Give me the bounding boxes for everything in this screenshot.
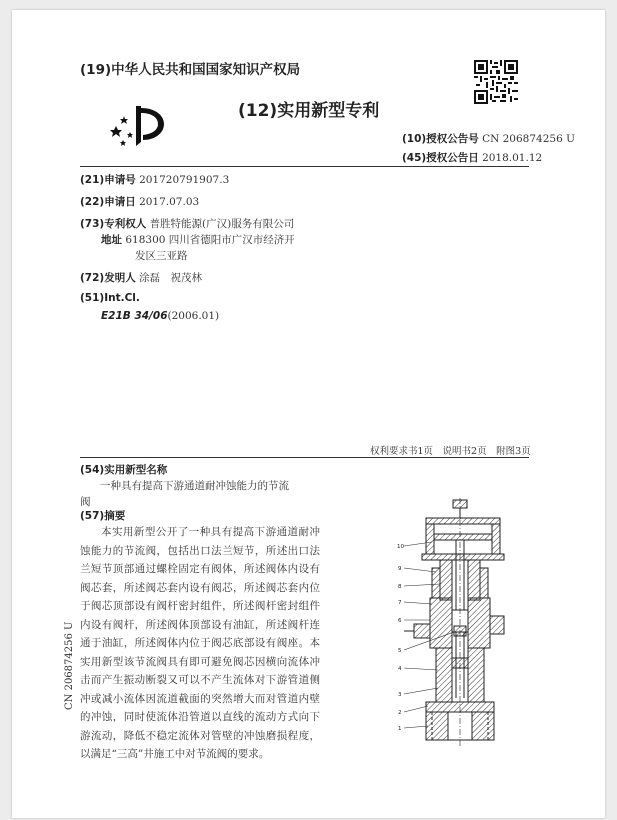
intcl-row (101, 310, 219, 322)
intcl-label: (51)Int.Cl. (80, 292, 140, 304)
valve-drawing (396, 498, 546, 746)
cnipa-logo-icon (110, 102, 166, 148)
application-date-row (80, 194, 199, 209)
patentee-label: (73)专利权人 (80, 218, 147, 230)
application-number: 201720791907.3 (139, 174, 230, 186)
callout-label: 7 (398, 600, 402, 606)
application-date-label: (22)申请日 (80, 196, 136, 208)
publication-number-row (402, 131, 575, 146)
callout-label: 9 (398, 566, 402, 572)
section-divider (80, 457, 529, 458)
abstract-label: (57)摘要 (80, 510, 126, 522)
callout-label: 4 (398, 666, 402, 672)
utility-model-title-line-1: 一种具有提高下游通道耐冲蚀能力的节流 (100, 480, 289, 492)
abstract-body (80, 523, 320, 764)
callout-label: 2 (398, 710, 402, 716)
side-publication-number: CN 206874256 U (64, 621, 75, 710)
callout-label: 6 (398, 618, 402, 624)
intcl-year: (2006.01) (167, 310, 220, 322)
abstract-text: 本实用新型公开了一种具有提高下游通道耐冲蚀能力的节流阀，包括出口法兰短节，所述出口法兰短节顶部通过螺栓固定有阀体，所述阀体内设有阀芯套，所述阀芯套内设有阀芯，所述阀芯套内位于阀芯顶部设有阀杆密封组件，所述阀杆密封组件内设有阀杆，所述阀体顶部设有油缸，所述阀杆连通于油缸，所述阀体内位于阀芯底部设有阀座。本实用新型该节流阀具有即可避免阀芯因横向流体冲击而产生振动断裂又可以不产生流体对下游管道侧冲或减小流体因流道截面的突然增大而对管道内壁的冲蚀，同时使流体沿管道以直线的流动方式向下游流动，降低不稳定流体对管壁的冲蚀磨损程度，以满足“三高”井施工中对节流阀的要求。 (80, 526, 320, 760)
callout-label: 5 (398, 648, 402, 654)
authority-title: (19)中华人民共和国国家知识产权局 (80, 62, 301, 78)
application-number-row (80, 172, 229, 187)
qr-code-icon (474, 60, 518, 104)
utility-model-title-line-2: 阀 (80, 496, 91, 508)
address-line-2: 发区三亚路 (135, 250, 188, 262)
inventor-label: (72)发明人 (80, 272, 136, 284)
application-date: 2017.07.03 (139, 196, 200, 208)
document-type: (12)实用新型专利 (238, 101, 380, 121)
publication-date-row (402, 150, 542, 165)
publication-date: 2018.01.12 (482, 152, 543, 164)
header-divider (80, 166, 529, 167)
address-line-1: 618300 四川省德阳市广汉市经济开 (125, 234, 295, 246)
address-row (101, 232, 295, 247)
inventor-row (80, 270, 202, 285)
patentee: 普胜特能源(广汉)服务有限公司 (149, 218, 295, 230)
callout-label: 1 (398, 726, 402, 732)
callout-label: 8 (398, 584, 402, 590)
callout-label: 3 (398, 692, 402, 698)
patentee-row (80, 216, 294, 231)
inventors: 涂磊 祝茂林 (139, 272, 203, 284)
publication-number-label: (10)授权公告号 (402, 133, 479, 145)
callout-label: 10 (397, 544, 404, 550)
publication-number: CN 206874256 U (482, 133, 575, 145)
patent-page (12, 10, 605, 818)
intcl-code: E21B 34/06 (101, 310, 168, 322)
address-label: 地址 (101, 234, 122, 246)
application-number-label: (21)申请号 (80, 174, 136, 186)
publication-date-label: (45)授权公告日 (402, 152, 479, 164)
title-label: (54)实用新型名称 (80, 464, 168, 476)
pages-info: 权利要求书1页 说明书2页 附图3页 (370, 446, 531, 457)
